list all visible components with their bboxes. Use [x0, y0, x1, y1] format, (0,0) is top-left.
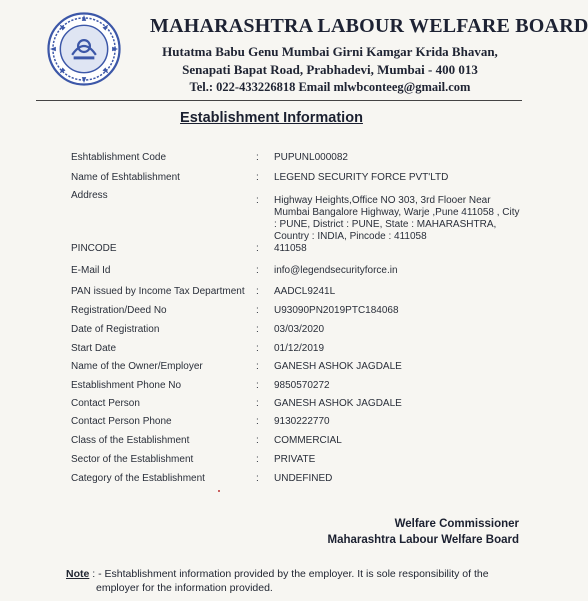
- field-colon: :: [256, 305, 259, 316]
- field-value: LEGEND SECURITY FORCE PVT'LTD: [274, 172, 449, 183]
- board-title: MAHARASHTRA LABOUR WELFARE BOARD: [150, 15, 588, 37]
- field-colon: :: [256, 172, 259, 183]
- field-value: COMMERCIAL: [274, 435, 342, 446]
- field-colon: :: [256, 265, 259, 276]
- field-value: AADCL9241L: [274, 286, 336, 297]
- signature-block: [327, 516, 519, 548]
- header-divider: [36, 100, 522, 101]
- field-label: Address: [71, 190, 108, 201]
- field-label: PINCODE: [71, 243, 117, 254]
- section-title: Establishment Information: [180, 110, 363, 126]
- signatory-title: Welfare Commissioner: [394, 518, 519, 530]
- field-label: Name of Eshtablishment: [71, 172, 180, 183]
- field-label: Name of the Owner/Employer: [71, 361, 203, 372]
- field-label: Sector of the Establishment: [71, 454, 194, 465]
- field-value: 01/12/2019: [274, 343, 325, 354]
- note-separator: : -: [89, 568, 105, 580]
- field-colon: :: [256, 343, 259, 354]
- field-colon: :: [256, 398, 259, 409]
- field-value: PUPUNL000082: [274, 152, 348, 163]
- field-value: GANESH ASHOK JAGDALE: [274, 398, 402, 409]
- field-value: Highway Heights,Office NO 303, 3rd Flooer Near Mumbai Bangalore Highway, Warje ,Pune 411058 , City : PUNE, District : PUNE, State : MAHARASHTRA, Country : INDIA, Pincode : 411058: [274, 195, 520, 242]
- field-value: info@legendsecurityforce.in: [274, 265, 398, 276]
- field-value: UNDEFINED: [274, 473, 333, 484]
- note-label: Note: [66, 568, 90, 580]
- field-label: E-Mail Id: [71, 265, 111, 276]
- field-label: Contact Person: [71, 398, 140, 409]
- field-colon: :: [256, 473, 259, 484]
- field-label: Date of Registration: [71, 324, 160, 335]
- field-value: GANESH ASHOK JAGDALE: [274, 361, 402, 372]
- field-value: 9850570272: [274, 380, 330, 391]
- field-colon: :: [256, 243, 259, 254]
- letterhead: [0, 0, 588, 96]
- field-value: 411058: [274, 243, 307, 254]
- field-value: U93090PN2019PTC184068: [274, 305, 399, 316]
- contact-line: Tel.: 022-433226818 Email mlwbconteeg@gmail.com: [189, 80, 471, 94]
- field-colon: :: [256, 416, 259, 427]
- field-colon: :: [256, 361, 259, 372]
- field-label: Establishment Phone No: [71, 380, 182, 391]
- signatory-organisation: Maharashtra Labour Welfare Board: [327, 534, 519, 546]
- note-text-line2: employer for the information provided.: [96, 582, 273, 594]
- field-label: Eshtablishment Code: [71, 152, 167, 163]
- field-value: 03/03/2020: [274, 324, 325, 335]
- field-label: Registration/Deed No: [71, 305, 167, 316]
- field-colon: :: [256, 152, 259, 163]
- disclaimer-note: [66, 567, 526, 595]
- field-colon: :: [256, 454, 259, 465]
- field-value: 9130222770: [274, 416, 330, 427]
- field-colon: :: [256, 286, 259, 297]
- field-colon: :: [256, 435, 259, 446]
- field-label: Start Date: [71, 343, 117, 354]
- board-seal-icon: [47, 12, 121, 86]
- note-text-line1: Eshtablishment information provided by the employer. It is sole responsibility of the: [104, 568, 489, 580]
- field-colon: :: [256, 380, 259, 391]
- address-line-2: Senapati Bapat Road, Prabhadevi, Mumbai - 400 013: [182, 62, 478, 77]
- field-label: Contact Person Phone: [71, 416, 172, 427]
- field-colon: :: [256, 195, 259, 206]
- field-label: Category of the Establishment: [71, 473, 205, 484]
- scan-speck: [218, 490, 220, 492]
- field-label: Class of the Establishment: [71, 435, 190, 446]
- field-colon: :: [256, 324, 259, 335]
- address-line-1: Hutatma Babu Genu Mumbai Girni Kamgar Krida Bhavan,: [162, 44, 498, 59]
- field-value: PRIVATE: [274, 454, 316, 465]
- field-label: PAN issued by Income Tax Department: [71, 286, 245, 297]
